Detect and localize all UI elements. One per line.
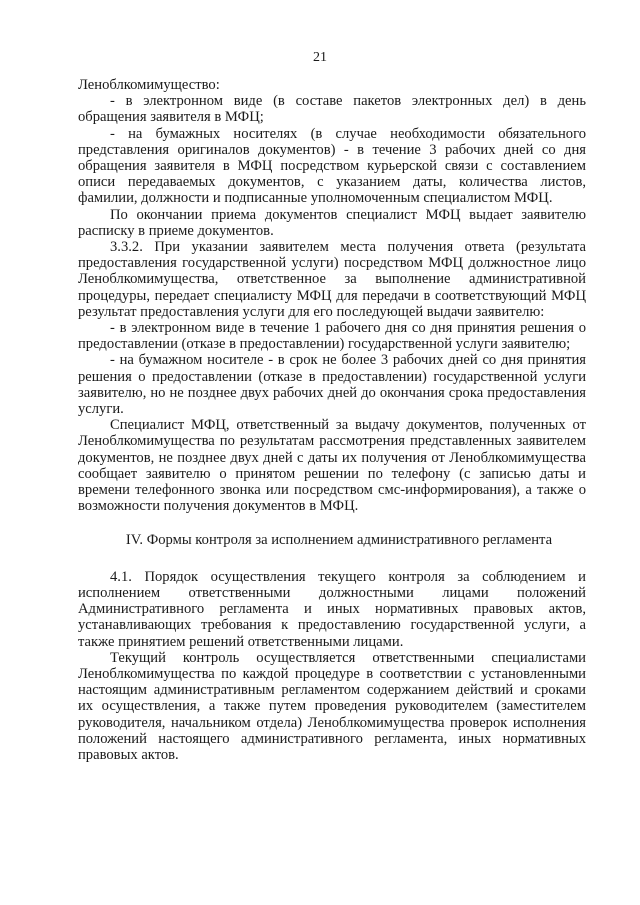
paragraph: По окончании приема документов специалист МФЦ выдает заявителю расписку в приеме документов. — [78, 206, 586, 239]
paragraph: 3.3.2. При указании заявителем места получения ответа (результата предоставления государственной услуги) посредством МФЦ должностное лицо Леноблкомимущества, ответственное за выполнение административной процедуры, передает специалисту МФЦ для передачи в соответствующий МФЦ результат предоставления услуги для его последующей выдачи заявителю: — [78, 239, 586, 320]
section-heading: IV. Формы контроля за исполнением административного регламента — [125, 532, 553, 549]
paragraph: - на бумажных носителях (в случае необходимости обязательного представления оригиналов документов) - в течение 3 рабочих дней со дня обращения заявителя в МФЦ посредством курьерской связи с составлением описи передаваемых документов, с указанием даты, количества листов, фамилии, должности и подписанные уполномоченным специалистом МФЦ. — [78, 125, 586, 207]
paragraph: - в электронном виде в течение 1 рабочего дня со дня принятия решения о предоставлении (отказе в предоставлении) государственной услуги заявителю; — [78, 320, 586, 353]
document-body — [78, 77, 586, 763]
paragraph: 4.1. Порядок осуществления текущего контроля за соблюдением и исполнением ответственными должностными лицами положений Административного регламента и иных нормативных правовых актов, устанавливающих требования к предоставлению государственной услуги, а также принятием решений ответственными лицами. — [78, 568, 586, 650]
paragraph: Специалист МФЦ, ответственный за выдачу документов, полученных от Леноблкомимущества по результатам рассмотрения представленных заявителем документов, не позднее двух дней с даты их получения от Леноблкомимущества сообщает заявителю о принятом решении по телефону (с записью даты и времени телефонного звонка или посредством смс-информирования), а также о возможности получения документов в МФЦ. — [78, 417, 586, 515]
page-number: 21 — [313, 50, 327, 65]
paragraph: - в электронном виде (в составе пакетов электронных дел) в день обращения заявителя в МФЦ; — [78, 93, 586, 126]
paragraph: Текущий контроль осуществляется ответственными специалистами Леноблкомимущества по каждой процедуре в соответствии с установленными настоящим административным регламентом содержанием действий и сроками их осуществления, а также путем проведения руководителем (заместителем руководителя, начальником отдела) Леноблкомимущества проверок исполнения положений настоящего административного регламента, иных нормативных правовых актов. — [78, 649, 586, 763]
paragraph: Леноблкомимущество: — [78, 77, 220, 93]
paragraph: - на бумажном носителе - в срок не более 3 рабочих дней со дня принятия решения о предоставлении (отказе в предоставлении) государственной услуги заявителю, но не позднее двух рабочих дней до окончания срока предоставления услуги. — [78, 352, 586, 418]
